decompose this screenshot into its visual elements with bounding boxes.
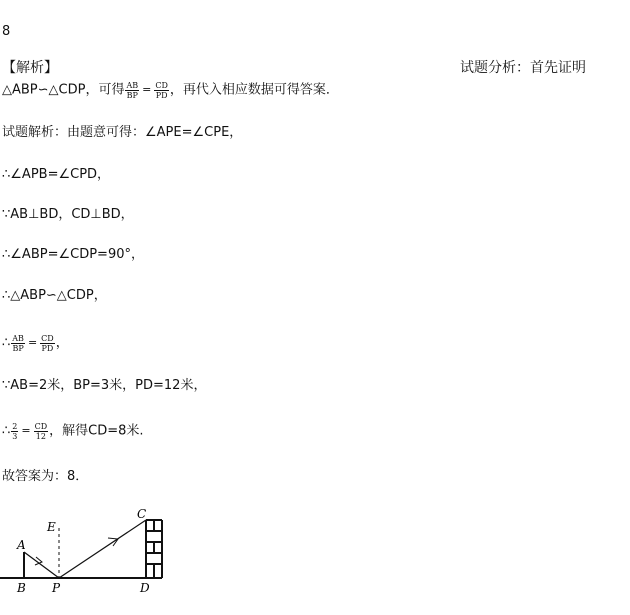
fraction-denominator: 3 xyxy=(12,431,18,441)
equals-sign: = xyxy=(142,83,152,96)
fraction-numerator: 2 xyxy=(12,421,18,431)
analysis-lead: △ABP∽△CDP，可得 xyxy=(2,82,125,98)
label-e: E xyxy=(47,520,56,534)
solution-line-5: ∴△ABP∽△CDP， xyxy=(2,288,107,303)
fraction-cd-pd xyxy=(40,334,55,353)
fraction-2-3 xyxy=(11,422,18,441)
fraction-denominator: PD xyxy=(41,343,54,353)
solution-line-1: 试题解析：由题意可得：∠APE=∠CPE， xyxy=(2,125,243,140)
solution-line-8 xyxy=(2,418,144,444)
fraction-ab-bp xyxy=(11,334,25,353)
fraction-cd-pd xyxy=(154,81,169,100)
label-a: A xyxy=(17,538,26,552)
fraction-denominator: BP xyxy=(126,90,138,100)
jiexi-heading: 【解析】 xyxy=(2,60,58,76)
line-tail: ，解得CD=8米. xyxy=(49,423,144,439)
solution-line-6 xyxy=(2,330,69,356)
fraction-numerator: CD xyxy=(34,421,48,431)
therefore-sign: ∴ xyxy=(2,335,11,351)
solution-line-3: ∵AB⊥BD，CD⊥BD， xyxy=(2,207,134,222)
building-cd xyxy=(146,520,162,578)
fraction-numerator: AB xyxy=(126,80,139,90)
solution-line-7: ∵AB=2米，BP=3米，PD=12米， xyxy=(2,378,207,393)
label-b: B xyxy=(17,581,26,595)
fraction-numerator: CD xyxy=(155,80,168,90)
final-answer: 故答案为：8． xyxy=(2,469,89,484)
equals-sign: = xyxy=(21,424,31,437)
geometry-diagram xyxy=(0,500,180,615)
therefore-sign: ∴ xyxy=(2,423,11,439)
line-tail: ， xyxy=(55,335,69,351)
analysis-line xyxy=(2,78,339,102)
fraction-ab-bp xyxy=(125,81,139,100)
solution-line-2: ∴∠APB=∠CPD， xyxy=(2,167,111,182)
analysis-heading: 试题分析：首先证明 xyxy=(460,60,586,76)
label-c: C xyxy=(137,507,147,521)
solution-line-4: ∴∠ABP=∠CDP=90°， xyxy=(2,247,144,262)
fraction-denominator: PD xyxy=(155,90,168,100)
fraction-cd-12 xyxy=(34,422,49,441)
equals-sign: = xyxy=(27,336,38,349)
fraction-numerator: AB xyxy=(12,333,24,343)
label-p: P xyxy=(52,581,61,595)
fraction-numerator: CD xyxy=(41,333,54,343)
analysis-tail: ，再代入相应数据可得答案． xyxy=(169,82,339,98)
ray-pc xyxy=(59,520,146,578)
fraction-denominator: 12 xyxy=(35,431,46,441)
answer-number: 8 xyxy=(2,24,11,39)
label-d: D xyxy=(140,581,150,595)
ray-ap xyxy=(24,552,59,578)
fraction-denominator: BP xyxy=(12,343,24,353)
